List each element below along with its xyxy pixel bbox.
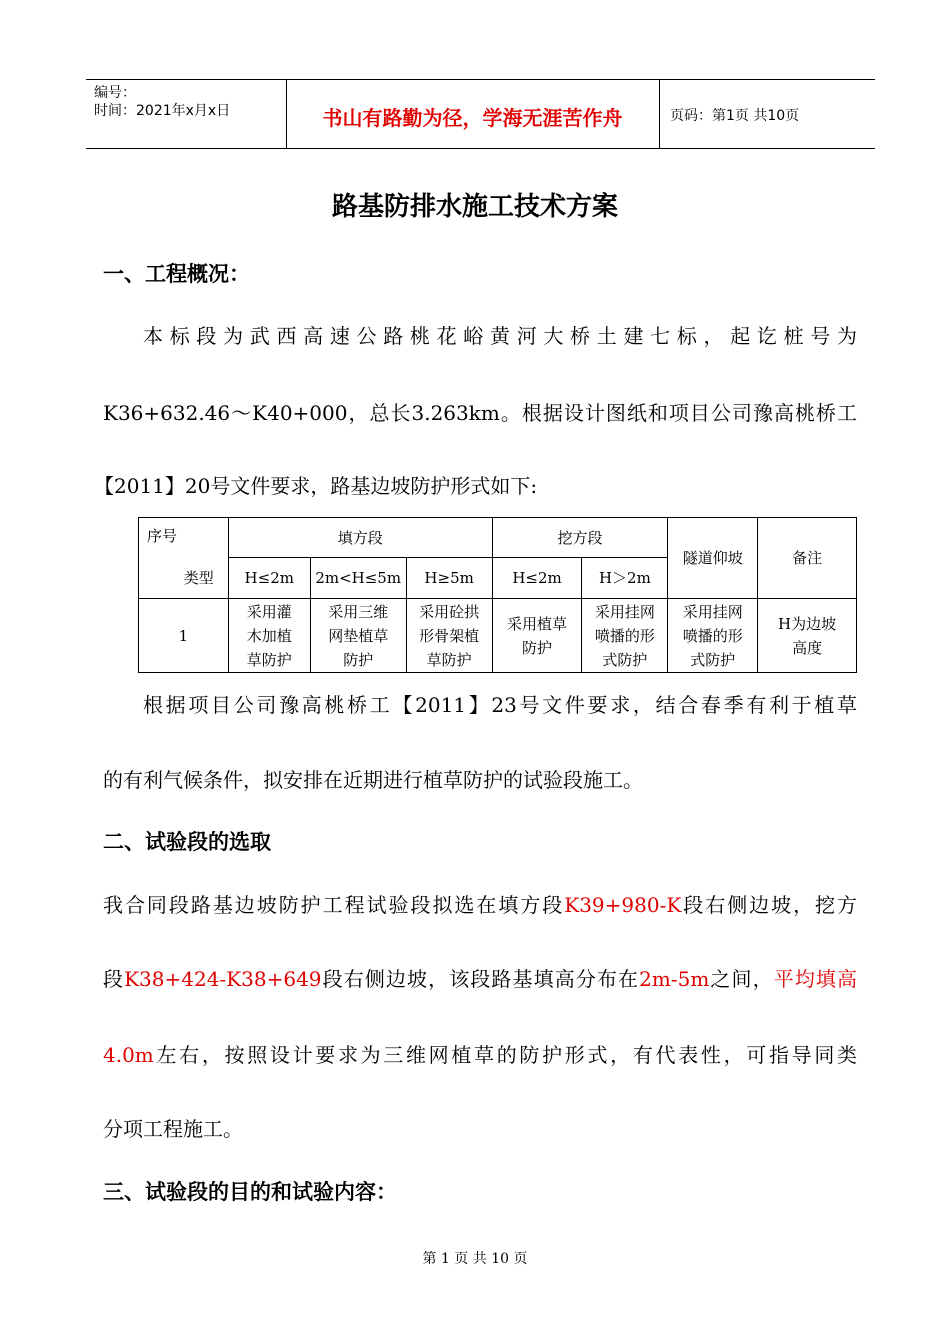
header-motto: 书山有路勤为径，学海无涯苦作舟 <box>322 106 623 130</box>
section2-line-4: 分项工程施工。 <box>103 1117 243 1141</box>
header-page-cell <box>660 80 875 148</box>
doc-number-label: 编号： <box>94 85 136 101</box>
seq-label: 序号 <box>147 527 178 545</box>
fill-sub-header: 2m<H≤5m <box>310 558 406 599</box>
fill-section-header: 填方段 <box>228 518 492 558</box>
slope-protection-table <box>138 517 857 673</box>
section2-heading: 二、试验段的选取 <box>103 830 271 854</box>
remark-header: 备注 <box>758 518 857 599</box>
table-cell: 采用植草 防护 <box>492 599 582 673</box>
document-title: 路基防排水施工技术方案 <box>331 192 618 222</box>
header-motto-cell <box>286 80 660 148</box>
table-cell: 采用灌 木加植 草防护 <box>228 599 310 673</box>
cut-sub-header: H≤2m <box>492 558 582 599</box>
type-label: 类型 <box>183 569 214 587</box>
header-page-info: 页码：第1页 共10页 <box>670 108 800 124</box>
after-table-line-1: 根据项目公司豫高桃桥工【2011】23号文件要求，结合春季有利于植草 <box>143 693 857 717</box>
section1-line-1: 本标段为武西高速公路桃花峪黄河大桥土建七标，起讫桩号为 <box>143 324 857 348</box>
row-seq-cell: 1 <box>139 599 229 673</box>
section2-line-3: 4.0m左右，按照设计要求为三维网植草的防护形式，有代表性，可指导同类 <box>103 1043 857 1067</box>
page-header <box>86 79 875 149</box>
tunnel-slope-header: 隧道仰坡 <box>668 518 758 599</box>
table-cell: 采用挂网 喷播的形 式防护 <box>668 599 758 673</box>
header-meta-cell <box>86 80 287 148</box>
section2-line-2: 段K38+424-K38+649段右侧边坡，该段路基填高分布在2m-5m之间，平均填高 <box>103 967 858 991</box>
page-footer: 第 1 页 共 10 页 <box>422 1251 528 1267</box>
cut-section-header: 挖方段 <box>492 518 668 558</box>
section1-line-2: K36+632.46～K40+000，总长3.263km。根据设计图纸和项目公司豫高桃桥工 <box>103 401 857 425</box>
section3-heading: 三、试验段的目的和试验内容： <box>103 1180 397 1204</box>
table-row <box>139 599 857 673</box>
cut-sub-header: H＞2m <box>582 558 668 599</box>
table-cell: 采用三维 网垫植草 防护 <box>310 599 406 673</box>
seq-type-header <box>139 518 229 599</box>
doc-time-label: 时间：2021年x月x日 <box>94 103 231 119</box>
section1-line-3: 【2011】20号文件要求，路基边坡防护形式如下: <box>94 474 538 498</box>
section1-heading: 一、工程概况： <box>103 262 250 286</box>
section2-line-1: 我合同段路基边坡防护工程试验段拟选在填方段K39+980-K段右侧边坡，挖方 <box>103 893 858 917</box>
after-table-line-2: 的有利气候条件，拟安排在近期进行植草防护的试验段施工。 <box>103 768 643 792</box>
fill-sub-header: H≤2m <box>228 558 310 599</box>
table-cell: 采用挂网 喷播的形 式防护 <box>582 599 668 673</box>
table-cell: 采用砼拱 形骨架植 草防护 <box>406 599 492 673</box>
fill-sub-header: H≥5m <box>406 558 492 599</box>
table-cell: H为边坡 高度 <box>758 599 857 673</box>
